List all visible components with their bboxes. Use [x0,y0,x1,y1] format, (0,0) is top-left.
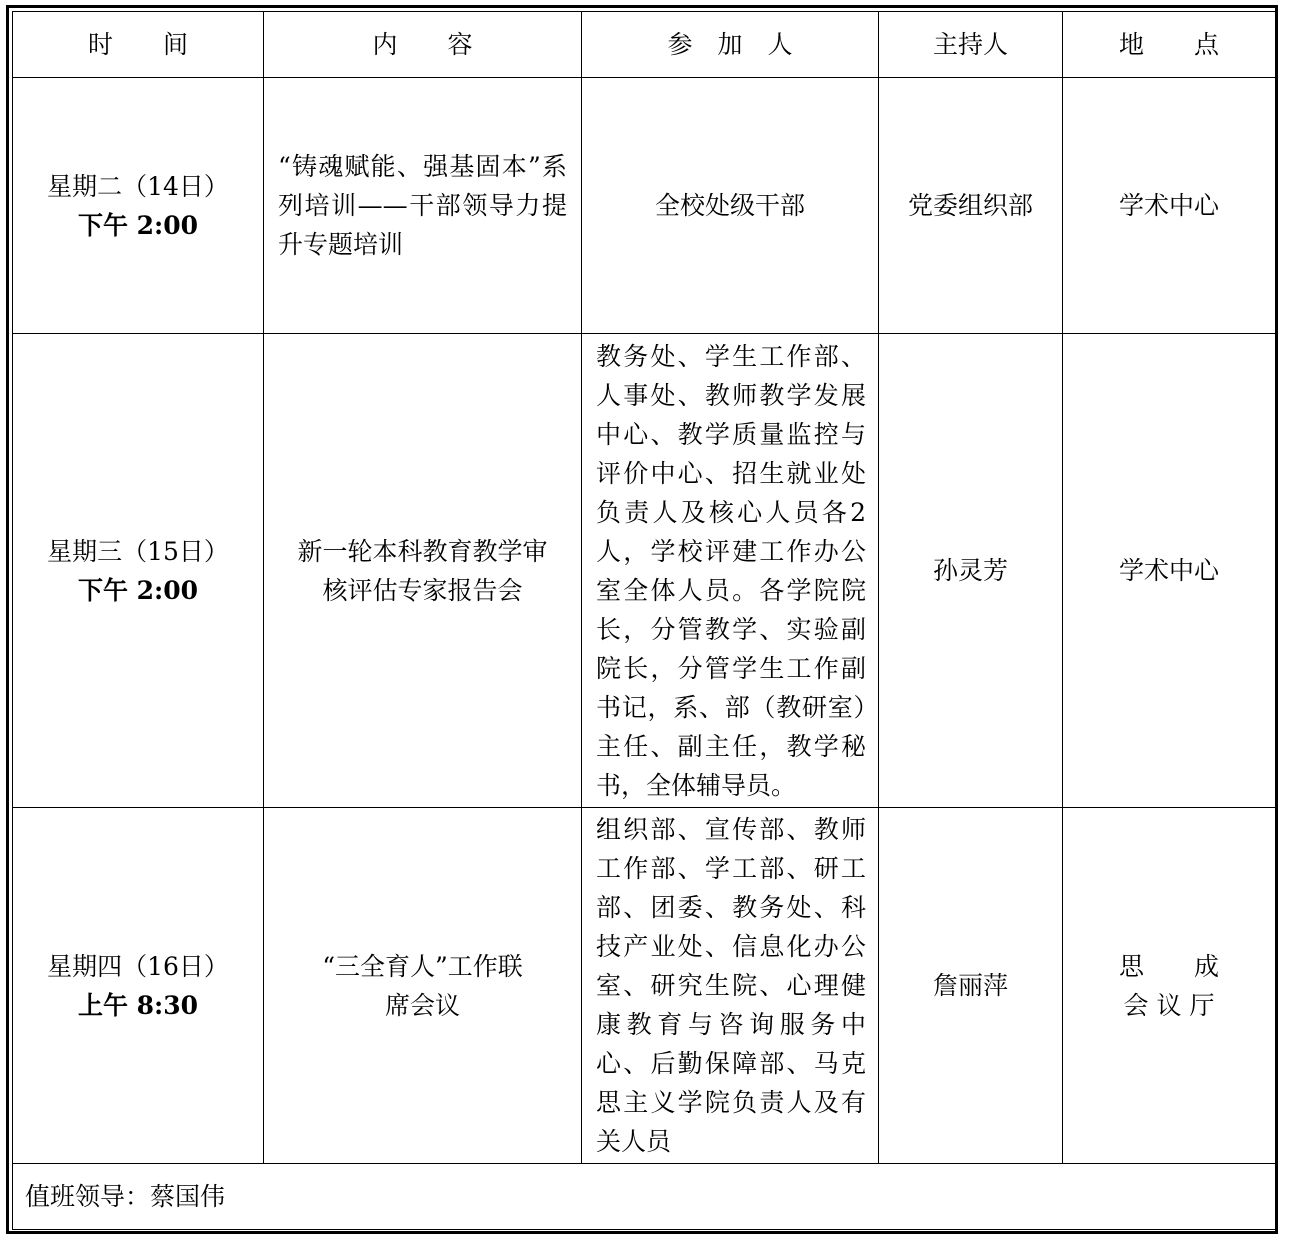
header-content: 内 容 [264,12,582,78]
time-day: 星期四（16日） [47,951,229,981]
location-line: 思 成 [1118,951,1219,981]
footer-row [13,1164,1276,1230]
header-location: 地 点 [1063,12,1276,78]
time-clock: 下午 2:00 [77,575,199,605]
header-host: 主持人 [879,12,1063,78]
location-cell [1063,334,1276,808]
time-day: 星期二（14日） [47,171,229,201]
table-row [13,334,1276,808]
location-cell [1063,78,1276,334]
content-cell: “三全育人”工作联席会议 [264,808,582,1164]
attendees-cell: 组织部、宣传部、教师工作部、学工部、研工部、团委、教务处、科技产业处、信息化办公室、研究生院、心理健康教育与咨询服务中心、后勤保障部、马克思主义学院负责人及有关人员 [582,808,879,1164]
attendees-cell: 全校处级干部 [582,78,879,334]
location-cell [1063,808,1276,1164]
location-line: 会 议 厅 [1123,990,1215,1020]
content-cell: “铸魂赋能、强基固本”系列培训——干部领导力提升专题培训 [264,78,582,334]
table-row [13,808,1276,1164]
content-cell: 新一轮本科教育教学审核评估专家报告会 [264,334,582,808]
time-day: 星期三（15日） [47,536,229,566]
attendees-cell: 教务处、学生工作部、人事处、教师教学发展中心、教学质量监控与评价中心、招生就业处负责人及核心人员各2人，学校评建工作办公室全体人员。各学院院长，分管教学、实验副院长，分管学生工作副书记，系、部（教研室）主任、副主任，教学秘书，全体辅导员。 [582,334,879,808]
time-clock: 下午 2:00 [77,210,199,240]
time-cell [13,334,264,808]
header-row [13,12,1276,78]
host-cell: 詹丽萍 [879,808,1063,1164]
header-time: 时 间 [13,12,264,78]
time-clock: 上午 8:30 [77,990,199,1020]
host-cell: 孙灵芳 [879,334,1063,808]
header-attendees: 参 加 人 [582,12,879,78]
host-cell: 党委组织部 [879,78,1063,334]
table-row [13,78,1276,334]
duty-leader: 值班领导：蔡国伟 [13,1164,1276,1230]
schedule-table [12,11,1276,1230]
time-cell [13,808,264,1164]
location-line: 学术中心 [1118,556,1219,585]
time-cell [13,78,264,334]
location-line: 学术中心 [1118,191,1219,220]
